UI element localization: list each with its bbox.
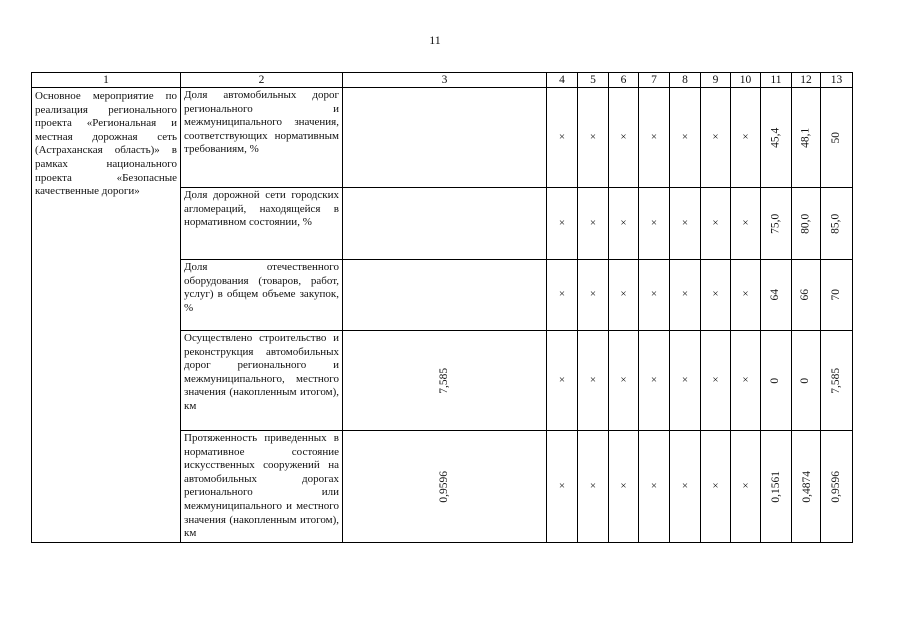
header-cell: 9 [701, 73, 731, 88]
x-mark: × [670, 260, 701, 331]
header-cell: 2 [181, 73, 343, 88]
x-mark: × [731, 331, 761, 431]
x-mark: × [547, 88, 578, 188]
value-11: 45,4 [769, 127, 782, 148]
value-cell-13 [821, 88, 853, 188]
value-13: 85,0 [829, 213, 842, 234]
value-cell-13 [821, 431, 853, 543]
x-mark: × [609, 331, 639, 431]
table-header-row [32, 73, 853, 88]
x-mark: × [578, 88, 609, 188]
x-mark: × [731, 88, 761, 188]
header-cell: 10 [731, 73, 761, 88]
x-mark: × [670, 88, 701, 188]
value-cell-12 [792, 260, 821, 331]
x-mark: × [701, 88, 731, 188]
x-mark: × [547, 188, 578, 260]
x-mark: × [547, 260, 578, 331]
header-cell: 13 [821, 73, 853, 88]
indicator-text: Протяженность приведенных в нормативное состояние искусственных сооружений на автомобильных дорогах регионального или межмуниципального и местного значения (накопленным итогом), км [184, 432, 339, 540]
event-cell [32, 88, 181, 543]
value-12: 0 [799, 377, 812, 384]
indicator-text: Доля дорожной сети городских агломераций, находящейся в нормативном состоянии, % [184, 189, 339, 229]
value-13: 50 [829, 131, 842, 144]
col3-cell [343, 88, 547, 188]
value-cell-13 [821, 331, 853, 431]
value-13: 70 [829, 289, 842, 301]
value-cell-11 [761, 260, 792, 331]
indicators-table [31, 72, 853, 543]
indicator-cell [181, 331, 343, 431]
value-12: 0,4874 [801, 470, 814, 503]
value-cell-13 [821, 188, 853, 260]
value-cell-12 [792, 88, 821, 188]
value-cell-11 [761, 431, 792, 543]
event-text: Основное мероприятие по реализация регионального проекта «Региональная и местная дорожная сеть (Астраханская область)» в рамках национального проекта «Безопасные качественные дороги» [35, 90, 177, 198]
page-number: 11 [429, 33, 441, 47]
x-mark: × [701, 331, 731, 431]
header-cell: 6 [609, 73, 639, 88]
x-mark: × [609, 188, 639, 260]
x-mark: × [609, 260, 639, 331]
x-mark: × [670, 331, 701, 431]
indicator-text: Осуществлено строительство и реконструкция автомобильных дорог регионального и межмуниципального, местного значения (накопленным итогом), км [184, 332, 339, 412]
value-cell-13 [821, 260, 853, 331]
value-cell-11 [761, 88, 792, 188]
value-cell-11 [761, 331, 792, 431]
col3-value: 0,9596 [437, 470, 450, 503]
value-11: 0 [769, 377, 782, 384]
x-mark: × [547, 331, 578, 431]
value-11: 0,1561 [770, 470, 783, 503]
value-13: 7,585 [829, 367, 842, 394]
indicator-text: Доля автомобильных дорог регионального и межмуниципального значения, соответствующих нормативным требованиям, % [184, 89, 339, 156]
x-mark: × [701, 260, 731, 331]
x-mark: × [670, 431, 701, 543]
x-mark: × [701, 431, 731, 543]
x-mark: × [731, 188, 761, 260]
x-mark: × [701, 188, 731, 260]
header-cell: 8 [670, 73, 701, 88]
value-12: 80,0 [799, 213, 812, 234]
x-mark: × [639, 88, 670, 188]
value-cell-11 [761, 188, 792, 260]
x-mark: × [639, 331, 670, 431]
header-cell: 3 [343, 73, 547, 88]
x-mark: × [731, 260, 761, 331]
col3-cell [343, 331, 547, 431]
header-cell: 11 [761, 73, 792, 88]
x-mark: × [578, 431, 609, 543]
x-mark: × [731, 431, 761, 543]
x-mark: × [578, 260, 609, 331]
x-mark: × [609, 431, 639, 543]
table-row [32, 88, 853, 188]
value-cell-12 [792, 188, 821, 260]
value-cell-12 [792, 431, 821, 543]
col3-cell [343, 260, 547, 331]
x-mark: × [609, 88, 639, 188]
col3-value: 7,585 [437, 367, 450, 394]
indicator-cell [181, 188, 343, 260]
indicator-cell [181, 88, 343, 188]
header-cell: 4 [547, 73, 578, 88]
header-cell: 1 [32, 73, 181, 88]
header-cell: 7 [639, 73, 670, 88]
value-11: 75,0 [769, 213, 782, 234]
value-13: 0,9596 [830, 470, 843, 503]
header-cell: 5 [578, 73, 609, 88]
col3-cell [343, 431, 547, 543]
header-cell: 12 [792, 73, 821, 88]
x-mark: × [639, 260, 670, 331]
indicator-cell [181, 431, 343, 543]
value-cell-12 [792, 331, 821, 431]
x-mark: × [670, 188, 701, 260]
value-12: 48,1 [799, 127, 812, 148]
col3-cell [343, 188, 547, 260]
x-mark: × [639, 188, 670, 260]
x-mark: × [578, 188, 609, 260]
indicator-cell [181, 260, 343, 331]
x-mark: × [639, 431, 670, 543]
x-mark: × [547, 431, 578, 543]
value-11: 64 [769, 289, 782, 301]
x-mark: × [578, 331, 609, 431]
indicator-text: Доля отечественного оборудования (товаров, работ, услуг) в общем объеме закупок, % [184, 261, 339, 314]
value-12: 66 [799, 289, 812, 301]
